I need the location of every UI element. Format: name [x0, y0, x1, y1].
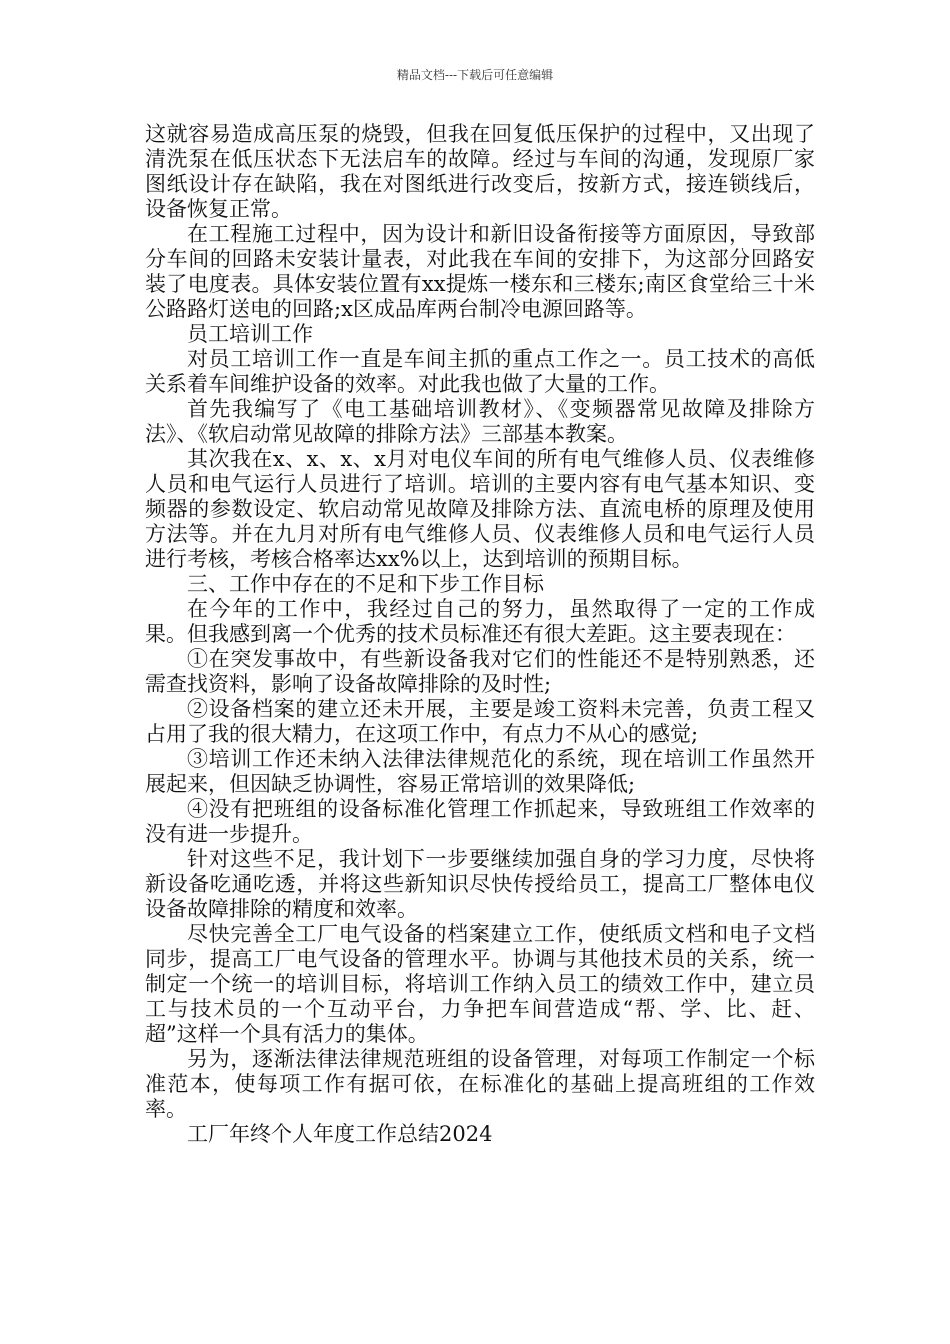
paragraph-next-title: 工厂年终个人年度工作总结2024 [187, 1122, 493, 1146]
list-item-shortcoming-4: ④没有把班组的设备标准化管理工作抓起来，导致班组工作效率的没有进一步提升。 [145, 797, 815, 846]
paragraph-training-sessions: 其次我在x、x、x、x月对电仪车间的所有电气维修人员、仪表维修人员和电气运行人员进行了培训。培训的主要内容有电气基本知识、变频器的参数设定、软启动常见故障及排除方法、直流电桥的原理及使用方法等。并在九月对所有电气维修人员、仪表维修人员和电气运行人员进行考核，考核合格率达xx%以上，达到培训的预期目标。 [145, 447, 815, 571]
section-heading-shortcomings: 三、工作中存在的不足和下步工作目标 [187, 572, 544, 596]
section-heading-staff-training: 员工培训工作 [187, 322, 313, 346]
paragraph-continuation: 这就容易造成高压泵的烧毁，但我在回复低压保护的过程中，又出现了清洗泵在低压状态下无法启车的故障。经过与车间的沟通，发现原厂家图纸设计存在缺陷，我在对图纸进行改变后，按新方式，接连锁线后，设备恢复正常。 [145, 122, 815, 221]
paragraph-plan-learning: 针对这些不足，我计划下一步要继续加强自身的学习力度，尽快将新设备吃通吃透，并将这些新知识尽快传授给员工，提高工厂整体电仪设备故障排除的精度和效率。 [145, 847, 815, 921]
list-item-shortcoming-3: ③培训工作还未纳入法律法律规范化的系统，现在培训工作虽然开展起来，但因缺乏协调性，容易正常培训的效果降低; [145, 747, 815, 796]
paragraph-training-importance: 对员工培训工作一直是车间主抓的重点工作之一。员工技术的高低关系着车间维护设备的效率。对此我也做了大量的工作。 [145, 347, 815, 396]
paragraph-meter-installation: 在工程施工过程中，因为设计和新旧设备衔接等方面原因，导致部分车间的回路未安装计量表，对此我在车间的安排下，为这部分回路安装了电度表。具体安装位置有xx提炼一楼东和三楼东;南区食堂给三十米公路路灯送电的回路;x区成品库两台制冷电源回路等。 [145, 222, 815, 321]
list-item-shortcoming-2: ②设备档案的建立还未开展，主要是竣工资料未完善，负责工程又占用了我的很大精力，在这项工作中，有点力不从心的感觉; [145, 697, 815, 746]
list-item-shortcoming-1: ①在突发事故中，有些新设备我对它们的性能还不是特别熟悉，还需查找资料，影响了设备故障排除的及时性; [145, 647, 815, 696]
paragraph-plan-archives: 尽快完善全工厂电气设备的档案建立工作，使纸质文档和电子文档同步，提高工厂电气设备的管理水平。协调与其他技术员的关系，统一制定一个统一的培训目标，将培训工作纳入员工的绩效工作中，建立员工与技术员的一个互动平台，力争把车间营造成“帮、学、比、赶、超”这样一个具有活力的集体。 [145, 922, 815, 1046]
paragraph-training-materials: 首先我编写了《电工基础培训教材》、《变频器常见故障及排除方法》、《软启动常见故障的排除方法》三部基本教案。 [145, 397, 815, 446]
paragraph-plan-standardization: 另为，逐渐法律法律规范班组的设备管理，对每项工作制定一个标准范本，使每项工作有据可依，在标准化的基础上提高班组的工作效率。 [145, 1047, 815, 1121]
paragraph-shortcomings-intro: 在今年的工作中，我经过自己的努力，虽然取得了一定的工作成果。但我感到离一个优秀的技术员标准还有很大差距。这主要表现在： [145, 597, 815, 646]
document-body [145, 122, 815, 1147]
page-header-note: 精品文档---下载后可任意编辑 [396, 68, 554, 82]
